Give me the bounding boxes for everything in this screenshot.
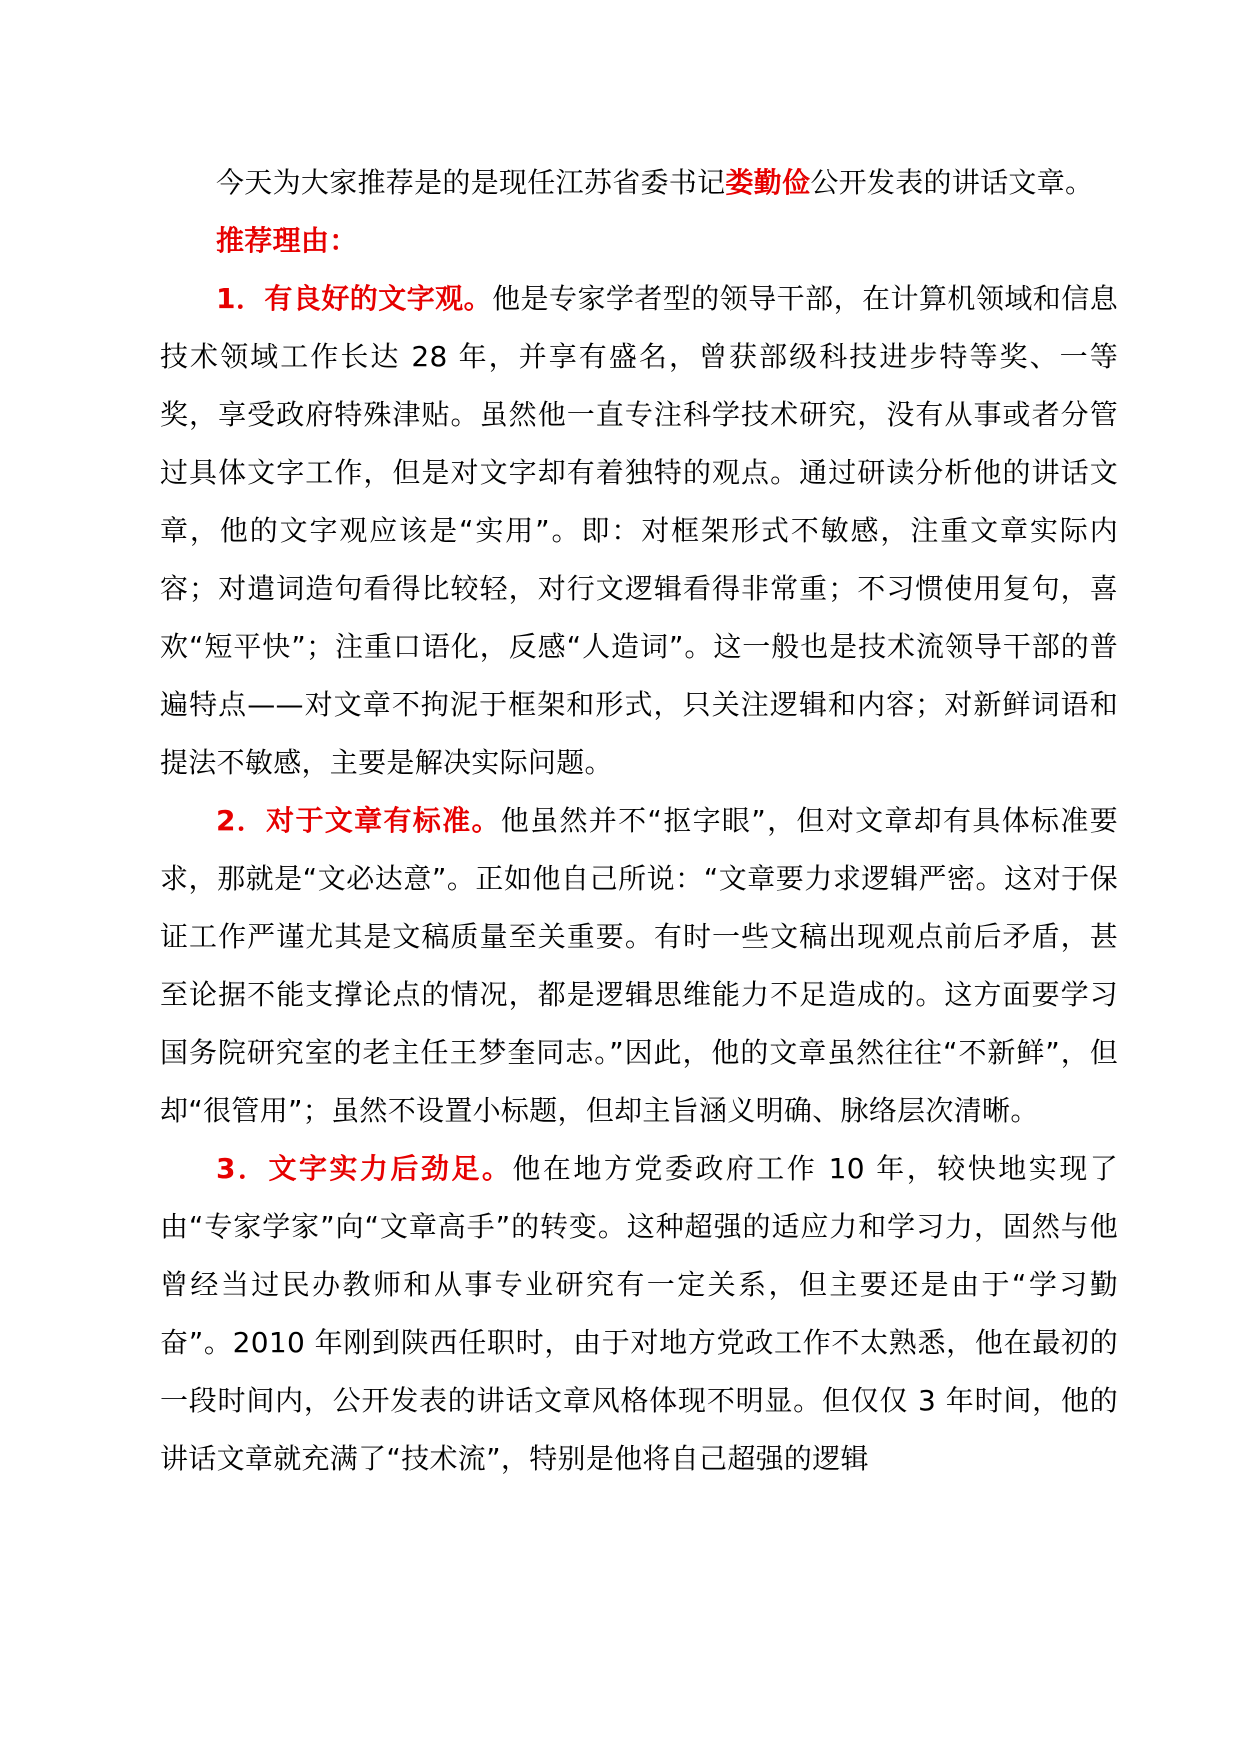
point-1-body: 他是专家学者型的领导干部，在计算机领域和信息技术领域工作长达 28 年，并享有盛名，曾获部级科技进步特等奖、一等奖，享受政府特殊津贴。虽然他一直专注科学技术研究，没有从事或者分管过具体文字工作，但是对文字却有着独特的观点。通过研读分析他的讲话文章，他的文字观应该是“实用”。即：对框架形式不敏感，注重文章实际内容；对遣词造句看得比较轻，对行文逻辑看得非常重；不习惯使用复句，喜欢“短平快”；注重口语化，反感“人造词”。这一般也是技术流领导干部的普遍特点——对文章不拘泥于框架和形式，只关注逻辑和内容；对新鲜词语和提法不敏感，主要是解决实际问题。 (160, 282, 1119, 779)
point-2-heading: 2．对于文章有标准。 (216, 804, 501, 837)
point-3-paragraph (160, 1140, 1118, 1488)
point-1-paragraph (160, 270, 1118, 792)
point-2-body: 他虽然并不“抠字眼”，但对文章却有具体标准要求，那就是“文必达意”。正如他自己所说：“文章要力求逻辑严密。这对于保证工作严谨尤其是文稿质量至关重要。有时一些文稿出现观点前后矛盾，甚至论据不能支撑论点的情况，都是逻辑思维能力不足造成的。这方面要学习国务院研究室的老主任王梦奎同志。”因此，他的文章虽然往往“不新鲜”，但却“很管用”；虽然不设置小标题，但却主旨涵义明确、脉络层次清晰。 (160, 804, 1118, 1127)
point-2-paragraph (160, 792, 1118, 1140)
reason-heading: 推荐理由： (216, 224, 358, 257)
point-3-heading: 3．文字实力后劲足。 (216, 1152, 513, 1185)
point-3-body: 他在地方党委政府工作 10 年，较快地实现了由“专家学家”向“文章高手”的转变。这种超强的适应力和学习力，固然与他曾经当过民办教师和从事专业研究有一定关系，但主要还是由于“学习勤奋”。2010 年刚到陕西任职时，由于对地方党政工作不太熟悉，他在最初的一段时间内，公开发表的讲话文章风格体现不明显。但仅仅 3 年时间，他的讲话文章就充满了“技术流”，特别是他将自己超强的逻辑 (160, 1152, 1118, 1475)
highlighted-name: 娄勤俭 (725, 166, 811, 199)
intro-paragraph (160, 154, 1118, 212)
reason-heading-paragraph (160, 212, 1118, 270)
document-page (160, 154, 1118, 1488)
intro-text-end: 公开发表的讲话文章。 (810, 166, 1094, 199)
intro-text: 今天为大家推荐是的是现任江苏省委书记 (216, 166, 726, 199)
point-1-heading: 1．有良好的文字观。 (216, 282, 493, 315)
